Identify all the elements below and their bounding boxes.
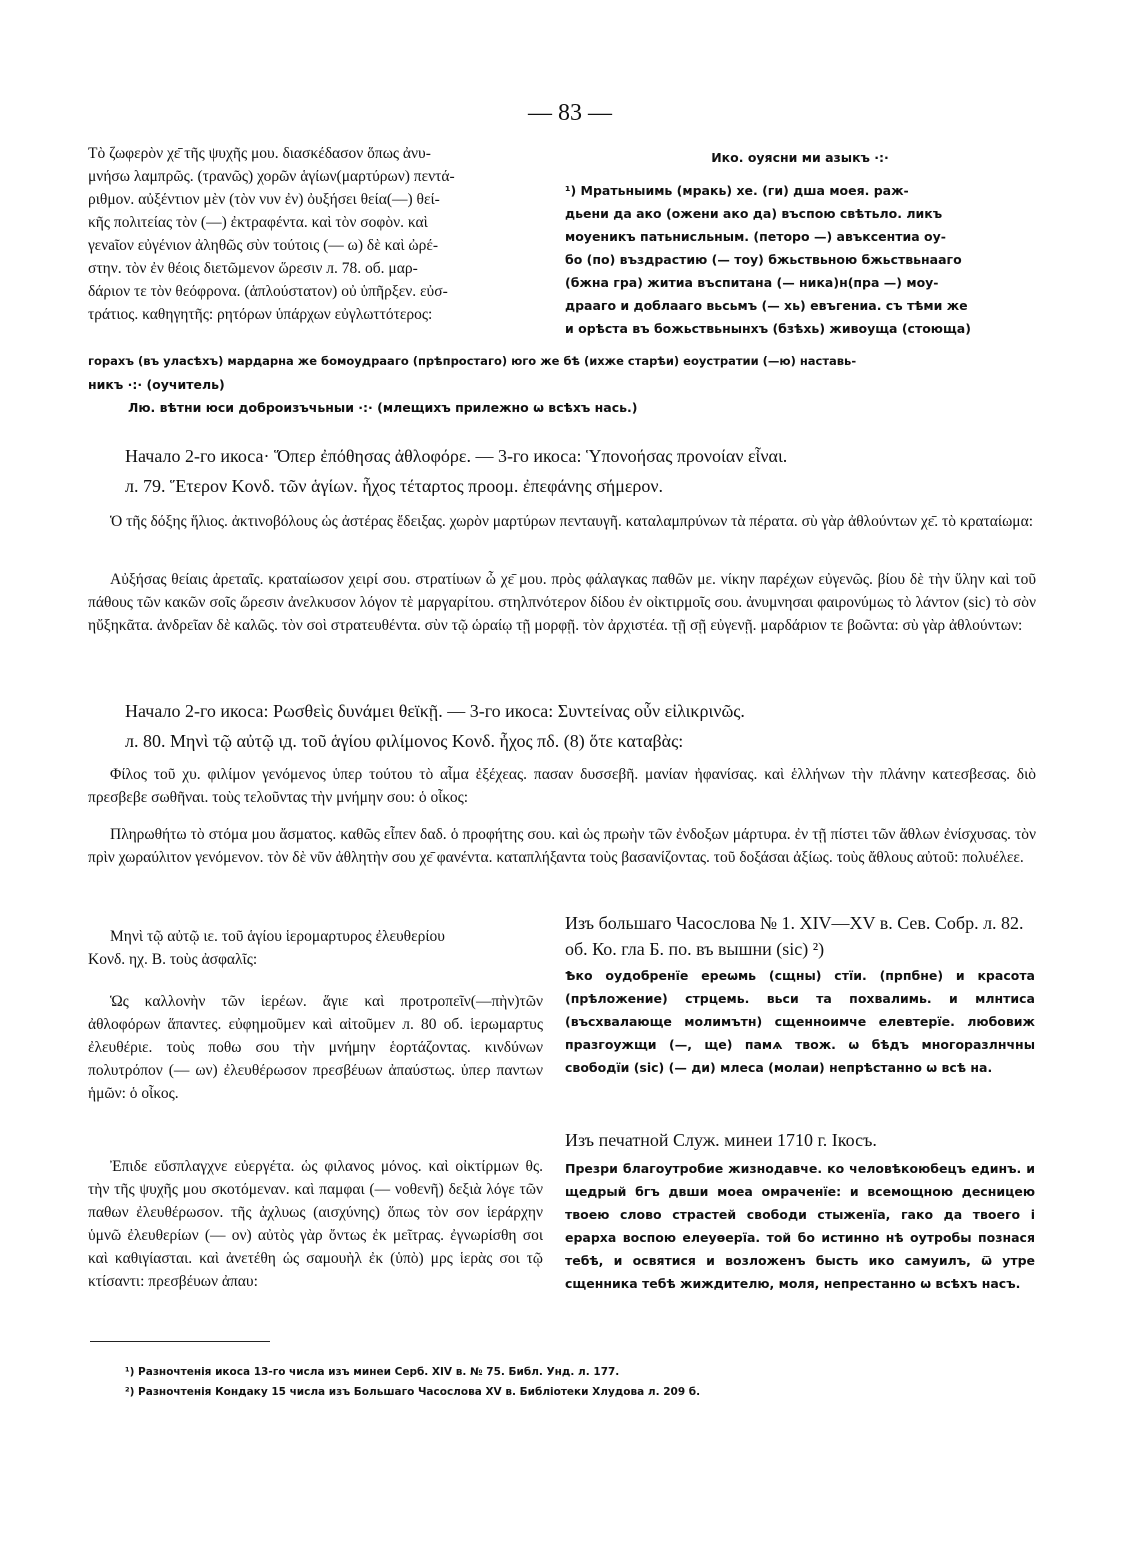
text-line: ¹) Мратьныимь (мракь) хе. (ги) дша моея. раж-	[565, 183, 909, 198]
footnotes	[125, 1362, 1035, 1402]
paragraph-text: Презри благоутробие жизнодавче. ко человѣкоюбецъ единъ. и щедрый бгъ двши моеа омраченїе: и всемощною десницею твоею слово страстей свободи стыженїа, гако да твоего і ерарха воспою елеуѳерїа. той бо истинно нѣ оутробы познася тебѣ, и освятися и возложенъ бысть ико самуилъ, ѿ утре сщенника тебѣ жиждителю, моля, непрестанно ѡ всѣхъ насъ.	[565, 1161, 1035, 1291]
full-slavonic-block	[88, 350, 1036, 419]
text-line: бо (по) въздрастию (— тоу) бжьствьною бжьствьнааго	[565, 252, 962, 267]
text-line: (бжна гра) житиа въспитана (— ника)н(пра —) моу-	[565, 275, 939, 290]
right-source-block-3	[565, 1127, 1035, 1295]
section-1-header	[125, 443, 1036, 499]
page-number: — 83 —	[528, 100, 612, 126]
paragraph-text: Αὐξήσας θείαις ἀρεταῖς. κραταίωσον χειρί σου. στρατίυων ὦ χε̄ μου. πρὸς φάλαγκας παθῶν με. νίκην παρέχων εὐγενῶς. βίου δὲ τὴν ὕλην καὶ τοῦ πάθους τῶν κακῶν σοῖς ὥρεσιν ἀνελκυσον λόγον τὲ μαργαρίτου. στηλπνότερον δίδου ἐν οἰκτιρμοῖς σου. ἀνυμνησαι φαιρονύμως τὸ λάντον (sic) τὸ σὸν ηὔξηκᾶτα. ἀνδρεῖαν δὲ καλῶς. τὸν σοὶ στρατευθέντα. σὺν τῷ ὡραίῳ τῇ μορφῇ. τὸν ἀρχιστέα. τῇ σῇ εὐγενῇ. μαρδάριον τε βοῶντα: σὺ γὰρ ἀθλούντων:	[88, 571, 1036, 634]
folio-line: л. 80. Μηνὶ τῷ αὐτῷ ιд. τοῦ ἁγίου φιλίμονος Κονδ. ἦχος πδ. (8) ὅτε καταβὰς:	[125, 731, 684, 751]
text-line: дьени да ако (ожени ако да) въспою свѣтьло. ликъ	[565, 206, 943, 221]
footnote: ¹) Разночтенія икоса 13-го числа изъ минеи Серб. XIV в. № 75. Библ. Унд. л. 177.	[125, 1366, 620, 1378]
text-line: μνήσω λαμπρῶς. (τρανῶς) χορῶν ἁγίων(μαρτύρων) πεντά-	[88, 168, 455, 185]
paragraph-text: Ἐπιδε εὔσπλαγχνε εὐεργέτα. ὡς φιλανος μόνος. καὶ οἰκτίρμων θς. τὴν τῆς ψυχῆς μου σκοτόμεναν. καὶ παμφαι (— νοθενῆ) δεξιὰ λόγε τῶν παθων ἐλευθέρωσον. τῆς ἀχλυως (αισχύνης) ὅπως τὸν σον ἱεράρχην ὑμνῶ ἐλευθερίων (— ον) αὐτὸς γὰρ ὄντως ἐκ μεῖτρας. ἐγνωρίσθη σοι καὶ καθιγίασται. καὶ ἀνετέθη ὡς σαμουὴλ ἐκ (ὑπὸ) μρς ἱερὰς σοι τῷ κτίσαντι: πρεσβέυων ἀπαυ:	[88, 1158, 543, 1290]
text-line: Τὸ ζωφερὸν χε̄ τῆς ψυχῆς μου. διασκέδασον ὅπως ἀνυ-	[88, 145, 431, 162]
incipit-line: Начало 2-го икоса: Ρωσθεὶς δυνάμει θεϊκῇ. — 3-го икоса: Συντείνας οὖν εἰλικρινῶς.	[125, 701, 745, 721]
text-line: Κονδ. ηχ. Β. τοὺς ἀσφαλῖς:	[88, 951, 258, 968]
paragraph-text: Ѣко оудобренїе ереѡмь (сщны) стїи. (прпбне) и красота (прѣложение) стрцемь. вьси та похвалимь. и млнтиса (въсхвалающе молимътн) сщенноимче елевтерїе. любовиж празгоужщи (—, ще) памѧ твож. ѡ бѣдъ многоразлнчны свободїи (sic) (— ди) млеса (молаи) непрѣстанно ѡ всѣ на.	[565, 968, 1035, 1075]
left-greek-block-1	[88, 142, 550, 326]
text-line: драаго и доблаaго вьсьмъ (— хь) евъгениа. съ тѣми же	[565, 298, 968, 313]
footnote: ²) Разночтенія Кондаку 15 числа изъ Большаго Часослова XV в. Библіотеки Хлудова л. 209 б.	[125, 1386, 701, 1398]
section-heading: Изъ печатной Служ. минеи 1710 г. Ікосъ.	[565, 1130, 877, 1150]
section-heading: Ико. оуясни ми азыкъ ·:·	[711, 150, 889, 165]
text-line: горахъ (въ уласѣхъ) мардарна же бомоудраaго (прѣпростаго) юго же бѣ (ихже старѣи) еоустратии (—ю) наставь-	[88, 354, 857, 368]
paragraph-text: Ὡς καλλονὴν τῶν ἱερέων. ἅγιε καὶ προτροπεῖν(—πὴν)τῶν ἀθλοφόρων ἅπαντες. εὐφημοῦμεν καὶ αἰτοῦμεν л. 80 об. ἱερωμαρτυς ἐλευθέριε. τοὺς ποθω σου τὴν μνήμην ἑορτάζοντας. κινδύνων πολυτρόπον (— ων) ἐλευθέρωσον πρεσβέυων ἀπαύστως. ὑπερ παντων ἡμῶν: ὁ οἶκος.	[88, 993, 543, 1102]
paragraph-2	[88, 568, 1036, 637]
paragraph-3	[88, 763, 1036, 809]
text-line: τράτιος. καθηγητῆς: ρητόρων ὑπάρχων εὐγλωττότερος:	[88, 306, 433, 323]
section-2-header	[125, 698, 1036, 754]
paragraph-text: Φίλος τοῦ χυ. φιλίμον γενόμενος ὑπερ τούτου τὸ αἷμα ἐξέχεας. πασαν δυσσεβῆ. μανίαν ἠφανίσας. καὶ ἑλλήνων τὴν πλάνην κατεσβεσας. διὸ πρεσβεβε σωθῆναι. τοὺς τελοῦντας τὴν μνήμην σου: ὁ οἶκος:	[88, 766, 1036, 806]
paragraph-text: Πληρωθήτω τὸ στόμα μου ἄσματος. καθῶς εἶπεν δαδ. ὁ προφήτης σου. καὶ ὡς πρωὴν τῶν ἐνδοξων μάρτυρα. ἐν τῇ πίστει τῶν ἄθλων ἐνίσχυσας. τὸν πρὶν χωραύλιτον γενόμενον. τὸν δὲ νῦν ἀθλητὴν σου χε̄ φανέντα. καταπλήξαντα τοὺς βασανίζοντας. τοῦ δοξάσαι ἀξίως. τοὺς ἄθλους αὐτοῦ: πολυέλεε.	[88, 826, 1036, 866]
text-line: κῆς πολιτείας τὸν (—) ἐκτραφέντα. καὶ τὸν σοφὸν. καὶ	[88, 214, 428, 231]
text-line: и орѣста въ божьствьнынхъ (бзѣхь) живоуща (стоюща)	[565, 321, 971, 336]
left-greek-block-2	[88, 925, 543, 971]
text-line: Лю. вѣтни юси доброизъчьныи ·:· (млещихъ прилежно ѡ всѣхъ нась.)	[128, 400, 638, 415]
text-line: ριθμον. αὐξέντιον μὲν (τὸν νυν ἐν) ὀυξήσει θεία(—) θεί-	[88, 191, 440, 208]
text-line: Μηνὶ τῷ αὐτῷ ιε. τοῦ ἁγίου ἱερομαρτυρος ἐλευθερίου	[110, 928, 445, 945]
paragraph-text: Ὁ τῆς δόξης ἥλιος. ἀκτινοβόλους ὡς ἀστέρας ἔδειξας. χωρὸν μαρτύρων πενταυγῆ. καταλαμπρύνων τὰ πέρατα. σὺ γὰρ ἀθλούντων χε̄. τὸ κραταίωμα:	[110, 513, 1034, 530]
incipit-line: Начало 2-го икоса· Ὅπερ ἐπόθησας ἀθλοφόρε. — 3-го икоса: Ὑπονοήσας προνοίαν εἶναι.	[125, 446, 788, 466]
left-greek-block-4	[88, 1155, 543, 1293]
text-line: δάριον τε τὸν θεόφρονα. (ἁπλούστατον) οὐ ὑπῆρξεν. εὐσ-	[88, 283, 448, 300]
text-line: моуеникъ патьнисльным. (петоро —) авъксентиа оу-	[565, 229, 946, 244]
text-line: никъ ·:· (оучитель)	[88, 377, 225, 392]
folio-line: л. 79. Ἕτερον Κονδ. τῶν ἁγίων. ἦχος τέταρτος προομ. ἐπεφάνης σήμερον.	[125, 476, 664, 496]
footnote-divider	[90, 1341, 270, 1342]
section-heading: Изъ большаго Часослова № 1. XIV—XV в. Сев. Собр. л. 82. об. Ко. гла Б. по. въ вышни (sic) ²)	[565, 913, 1024, 959]
paragraph-4	[88, 823, 1036, 869]
paragraph-1	[88, 510, 1036, 533]
text-line: στην. τὸν ἐν θέοις διετῶμενον ὥρεσιν л. 78. об. μαρ-	[88, 260, 418, 277]
right-slavonic-block-1	[565, 146, 1035, 340]
right-source-block-2	[565, 910, 1035, 1079]
text-line: γενaῖον εὐγένιον ἀληθῶς σὺν τούτοις (— ω) δὲ καὶ ὠρέ-	[88, 237, 439, 254]
left-greek-block-3	[88, 990, 543, 1105]
